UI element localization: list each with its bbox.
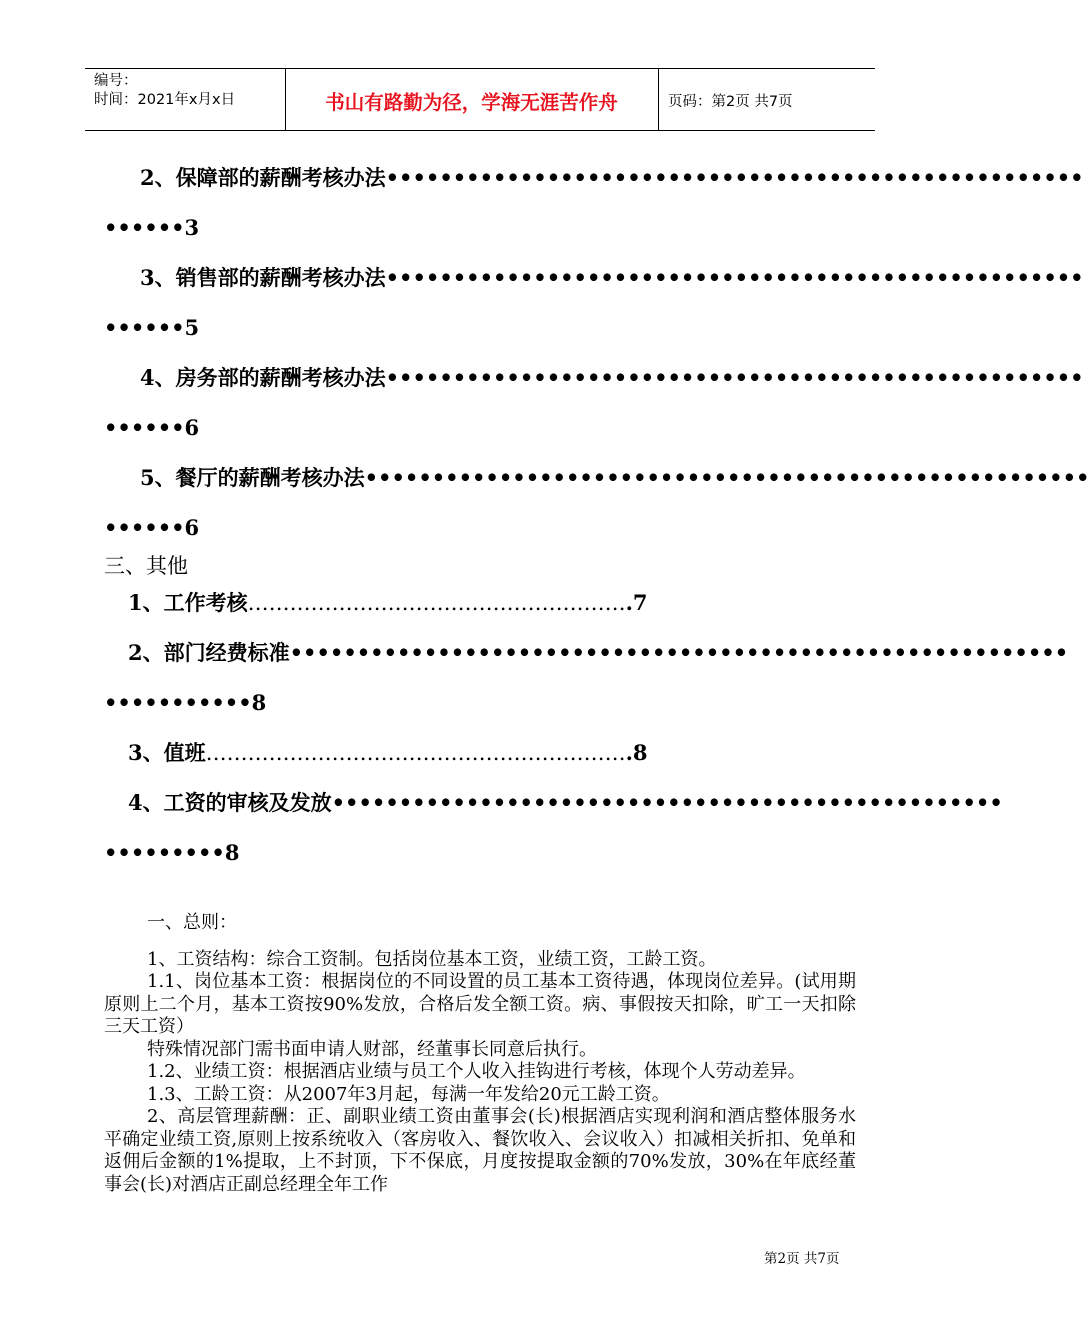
paragraph: 1、工资结构：综合工资制。包括岗位基本工资，业绩工资，工龄工资。 [147, 948, 717, 970]
toc-page-number: .8 [625, 740, 648, 765]
toc-page-number: 3 [184, 215, 200, 240]
paragraph: 1.3、工龄工资：从2007年3月起，每满一年发给20元工龄工资。 [147, 1083, 670, 1105]
toc-entry-continuation [104, 215, 199, 241]
document-body [104, 912, 856, 1196]
toc-entry-title: 2、保障部的薪酬考核办法 [140, 165, 386, 190]
toc-entry-continuation [104, 315, 199, 341]
toc-entry [140, 165, 1084, 191]
toc-entry-title: 4、房务部的薪酬考核办法 [140, 365, 386, 390]
toc-leader-dots: •••••••••••••••••••••••••••••••••••••••••••••••••••• [385, 365, 1084, 390]
toc-entry-continuation [104, 840, 239, 866]
toc-page-number: 5 [184, 315, 200, 340]
toc-entry-title: 3、销售部的薪酬考核办法 [140, 265, 386, 290]
toc-page-number: 8 [224, 840, 240, 865]
toc-entry-title: 3、值班 [128, 740, 206, 765]
toc-leader-dots: •••••••••••••••••••••••••••••••••••••••••••••••••••••••••• [289, 640, 1069, 665]
toc-entry [128, 590, 648, 616]
toc-leader-dots: •••••••••••••••••••••••••••••••••••••••••••••••••••• [385, 265, 1084, 290]
toc-section-heading: 三、其他 [104, 554, 188, 578]
toc-entry [128, 790, 1003, 816]
toc-entry [140, 265, 1084, 291]
paragraph: 特殊情况部门需书面申请人财部，经董事长同意后执行。 [147, 1038, 597, 1060]
number-label: 编号： [94, 73, 138, 89]
toc-leader-dots: •••••••••••••••••••••••••••••••••••••••••••••••••••••• [364, 465, 1089, 490]
toc-leader-dots: •••••••••••••••••••••••••••••••••••••••••••••••••• [331, 790, 1003, 815]
page-header [85, 68, 875, 131]
toc-entry [140, 365, 1084, 391]
paragraph: 1.2、业绩工资：根据酒店业绩与员工个人收入挂钩进行考核，体现个人劳动差异。 [147, 1061, 806, 1082]
toc-entry [128, 640, 1069, 666]
toc-entry-title: 4、工资的审核及发放 [128, 790, 332, 815]
toc-page-number: .7 [625, 590, 648, 615]
toc-leader-dots: •••••• [104, 415, 185, 440]
toc-page-number: 6 [184, 415, 200, 440]
toc-leader-dots: •••••••••••••••••••••••••••••••••••••••••••••••••••• [385, 165, 1084, 190]
toc-entry [140, 465, 1089, 491]
toc-entry [128, 740, 648, 766]
toc-entry-title: 5、餐厅的薪酬考核办法 [140, 465, 365, 490]
toc-leader-dots: …………………………………………………… [205, 741, 626, 765]
toc-page-number: 6 [184, 515, 200, 540]
header-divider [658, 69, 659, 130]
page-footer: 第2页 共7页 [764, 1251, 840, 1267]
toc-leader-dots: ••••••••••• [104, 690, 252, 715]
toc-leader-dots: •••••• [104, 215, 185, 240]
header-meta [94, 72, 235, 110]
toc-page-number: 8 [251, 690, 267, 715]
toc-leader-dots: ••••••••• [104, 840, 225, 865]
header-motto: 书山有路勤为径，学海无涯苦作舟 [325, 91, 618, 114]
toc-entry-continuation [104, 415, 199, 441]
toc-entry-continuation [104, 515, 199, 541]
paragraph: 1.1、岗位基本工资：根据岗位的不同设置的员工基本工资待遇，体现岗位差异。(试用期原则上二个月，基本工资按90%发放，合格后发全额工资。病、事假按天扣除，旷工一天扣除三天工资） [104, 971, 856, 1037]
paragraph: 2、高层管理薪酬：正、副职业绩工资由董事会(长)根据酒店实现利润和酒店整体服务水平确定业绩工资,原则上按系统收入（客房收入、餐饮收入、会议收入）扣减相关折扣、免单和返佣后金额的1%提取，上不封顶，下不保底，月度按提取金额的70%发放，30%在年底经董事会(长)对酒店正副总经理全年工作 [104, 1106, 856, 1195]
toc-leader-dots: •••••• [104, 515, 185, 540]
toc-entry-title: 1、工作考核 [128, 590, 248, 615]
toc-entry-title: 2、部门经费标准 [128, 640, 290, 665]
toc-entry-continuation [104, 690, 266, 716]
header-page-info: 页码：第2页 共7页 [668, 94, 793, 110]
section-heading: 一、总则： [147, 912, 237, 933]
time-label: 时间：2021年x月x日 [94, 92, 236, 108]
toc-leader-dots: ……………………………………………… [247, 591, 626, 615]
toc-leader-dots: •••••• [104, 315, 185, 340]
